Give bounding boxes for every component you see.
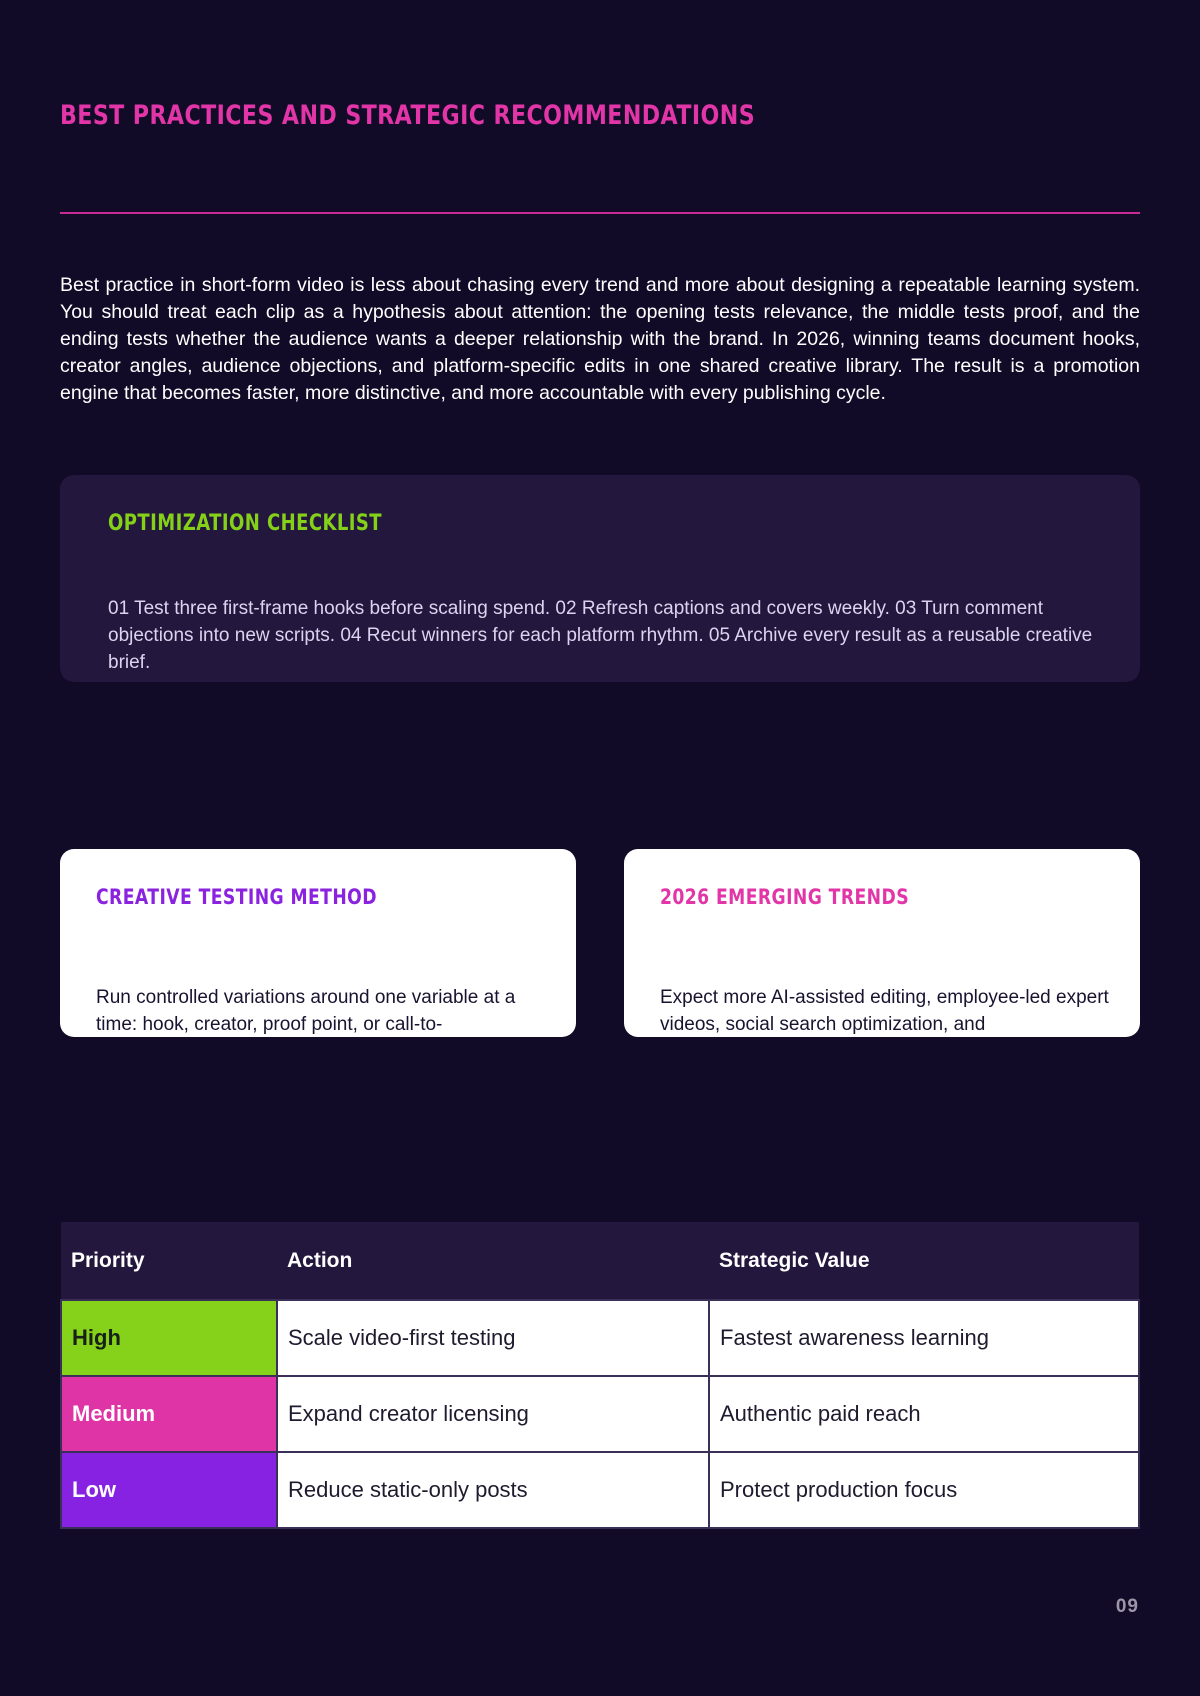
header-priority: Priority bbox=[61, 1222, 277, 1300]
table-row bbox=[61, 1376, 1139, 1452]
action-cell: Scale video-first testing bbox=[277, 1300, 709, 1376]
table-row bbox=[61, 1452, 1139, 1528]
action-cell: Expand creator licensing bbox=[277, 1376, 709, 1452]
table-header-row bbox=[61, 1222, 1139, 1300]
intro-paragraph: Best practice in short-form video is less about chasing every trend and more about designing a repeatable learning system. You should treat each clip as a hypothesis about attention: the opening tests relevance, the middle tests proof, and the ending tests whether the audience wants a deeper relationship with the brand. In 2026, winning teams document hooks, creator angles, audience objections, and platform-specific edits in one shared creative library. The result is a promotion engine that becomes faster, more distinctive, and more accountable with every publishing cycle. bbox=[60, 274, 1140, 404]
priority-cell-high: High bbox=[61, 1300, 277, 1376]
page-number: 09 bbox=[1115, 1596, 1139, 1617]
optimization-checklist-panel bbox=[60, 475, 1140, 682]
action-cell: Reduce static-only posts bbox=[277, 1452, 709, 1528]
checklist-text: 01 Test three first-frame hooks before scaling spend. 02 Refresh captions and covers weekly. 03 Turn comment objections into new scripts. 04 Recut winners for each platform rhythm. 05 Archive every result as a reusable creative brief. bbox=[108, 598, 1093, 673]
header-strategic-value: Strategic Value bbox=[709, 1222, 1139, 1300]
header-action: Action bbox=[277, 1222, 709, 1300]
value-cell: Protect production focus bbox=[709, 1452, 1139, 1528]
table-row bbox=[61, 1300, 1139, 1376]
card-title: CREATIVE TESTING METHOD bbox=[96, 885, 377, 909]
priority-table bbox=[60, 1222, 1140, 1529]
value-cell: Fastest awareness learning bbox=[709, 1300, 1139, 1376]
checklist-title: OPTIMIZATION CHECKLIST bbox=[108, 511, 383, 536]
value-cell: Authentic paid reach bbox=[709, 1376, 1139, 1452]
card-text: Run controlled variations around one variable at a time: hook, creator, proof point, or call-to- bbox=[96, 987, 516, 1035]
page-title: BEST PRACTICES AND STRATEGIC RECOMMENDATIONS bbox=[60, 100, 756, 131]
creative-testing-card bbox=[60, 849, 576, 1037]
card-title: 2026 EMERGING TRENDS bbox=[660, 885, 910, 909]
priority-cell-low: Low bbox=[61, 1452, 277, 1528]
title-divider bbox=[60, 212, 1140, 214]
card-text: Expect more AI-assisted editing, employee-led expert videos, social search optimization, and bbox=[660, 987, 1109, 1035]
emerging-trends-card bbox=[624, 849, 1140, 1037]
priority-cell-medium: Medium bbox=[61, 1376, 277, 1452]
